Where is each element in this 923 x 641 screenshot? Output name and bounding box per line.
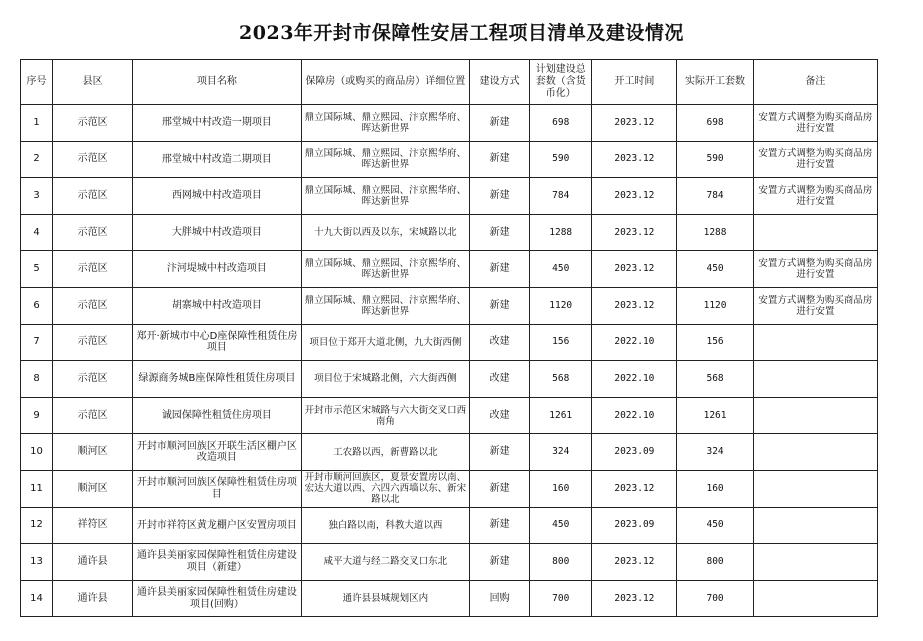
cell-note (753, 324, 877, 361)
cell-actual: 450 (677, 251, 753, 288)
table-row (21, 324, 878, 361)
cell-start: 2022.10 (592, 397, 677, 434)
cell-location: 鼎立国际城、鼎立熙园、汴京熙华府、晖达新世界 (301, 141, 469, 178)
cell-note (753, 434, 877, 471)
cell-name: 邢堂城中村改造二期项目 (133, 141, 301, 178)
table-row (21, 580, 878, 617)
header-seq: 序号 (21, 60, 53, 105)
cell-name: 郑开·新城市中心D座保障性租赁住房项目 (133, 324, 301, 361)
cell-note: 安置方式调整为购买商品房进行安置 (753, 178, 877, 215)
cell-planned: 590 (530, 141, 592, 178)
cell-seq: 13 (21, 544, 53, 581)
cell-note: 安置方式调整为购买商品房进行安置 (753, 141, 877, 178)
cell-district: 示范区 (53, 141, 133, 178)
cell-planned: 156 (530, 324, 592, 361)
table-row (21, 105, 878, 142)
cell-name: 通许县美丽家园保障性租赁住房建设项目(回购） (133, 580, 301, 617)
document-title: 2023年开封市保障性安居工程项目清单及建设情况 (239, 22, 684, 44)
cell-location: 通许县县城规划区内 (301, 580, 469, 617)
table-row (21, 434, 878, 471)
cell-seq: 4 (21, 214, 53, 251)
cell-planned: 800 (530, 544, 592, 581)
cell-name: 通许县美丽家园保障性租赁住房建设项目（新建） (133, 544, 301, 581)
cell-district: 通许县 (53, 580, 133, 617)
cell-planned: 450 (530, 251, 592, 288)
cell-method: 新建 (470, 434, 530, 471)
cell-actual: 1261 (677, 397, 753, 434)
cell-seq: 12 (21, 507, 53, 544)
cell-district: 顺河区 (53, 470, 133, 507)
cell-district: 示范区 (53, 361, 133, 398)
cell-district: 示范区 (53, 324, 133, 361)
cell-district: 顺河区 (53, 434, 133, 471)
cell-note (753, 544, 877, 581)
cell-name: 开封市顺河回族区开联生活区棚户区改造项目 (133, 434, 301, 471)
header-method: 建设方式 (470, 60, 530, 105)
cell-note (753, 470, 877, 507)
cell-seq: 5 (21, 251, 53, 288)
cell-start: 2023.09 (592, 507, 677, 544)
cell-planned: 1261 (530, 397, 592, 434)
cell-method: 新建 (470, 470, 530, 507)
cell-method: 新建 (470, 214, 530, 251)
cell-start: 2023.12 (592, 251, 677, 288)
cell-planned: 784 (530, 178, 592, 215)
table-row (21, 178, 878, 215)
cell-start: 2023.12 (592, 580, 677, 617)
cell-district: 示范区 (53, 287, 133, 324)
cell-note (753, 361, 877, 398)
header-note: 备注 (753, 60, 877, 105)
table-header-row (21, 60, 878, 105)
table-row (21, 361, 878, 398)
cell-actual: 784 (677, 178, 753, 215)
cell-location: 开封市示范区宋城路与六大街交叉口西南角 (301, 397, 469, 434)
header-district: 县区 (53, 60, 133, 105)
cell-name: 汴河堤城中村改造项目 (133, 251, 301, 288)
cell-seq: 6 (21, 287, 53, 324)
cell-method: 新建 (470, 287, 530, 324)
cell-name: 胡寨城中村改造项目 (133, 287, 301, 324)
cell-location: 鼎立国际城、鼎立熙园、汴京熙华府、晖达新世界 (301, 287, 469, 324)
cell-method: 新建 (470, 544, 530, 581)
cell-seq: 10 (21, 434, 53, 471)
cell-actual: 698 (677, 105, 753, 142)
cell-actual: 324 (677, 434, 753, 471)
cell-location: 咸平大道与经二路交叉口东北 (301, 544, 469, 581)
cell-planned: 568 (530, 361, 592, 398)
cell-note (753, 397, 877, 434)
cell-name: 邢堂城中村改造一期项目 (133, 105, 301, 142)
cell-district: 示范区 (53, 105, 133, 142)
header-location: 保障房（或购买的商品房）详细位置 (301, 60, 469, 105)
cell-actual: 450 (677, 507, 753, 544)
cell-planned: 698 (530, 105, 592, 142)
table-row (21, 214, 878, 251)
cell-location: 开封市顺河回族区，夏景安置房以南、宏达大道以西、六四六西墙以东、新宋路以北 (301, 470, 469, 507)
table-row (21, 470, 878, 507)
cell-note: 安置方式调整为购买商品房进行安置 (753, 105, 877, 142)
cell-planned: 700 (530, 580, 592, 617)
cell-note: 安置方式调整为购买商品房进行安置 (753, 287, 877, 324)
cell-method: 改建 (470, 324, 530, 361)
cell-start: 2022.10 (592, 361, 677, 398)
table-row (21, 544, 878, 581)
cell-method: 回购 (470, 580, 530, 617)
cell-planned: 324 (530, 434, 592, 471)
cell-note (753, 507, 877, 544)
cell-planned: 1288 (530, 214, 592, 251)
cell-actual: 160 (677, 470, 753, 507)
header-name: 项目名称 (133, 60, 301, 105)
cell-method: 新建 (470, 251, 530, 288)
cell-planned: 1120 (530, 287, 592, 324)
cell-start: 2023.12 (592, 141, 677, 178)
project-table (20, 59, 878, 617)
cell-start: 2023.12 (592, 214, 677, 251)
cell-method: 改建 (470, 361, 530, 398)
table-row (21, 397, 878, 434)
cell-planned: 450 (530, 507, 592, 544)
cell-location: 鼎立国际城、鼎立熙园、汴京熙华府、晖达新世界 (301, 105, 469, 142)
cell-seq: 8 (21, 361, 53, 398)
cell-method: 新建 (470, 178, 530, 215)
cell-seq: 1 (21, 105, 53, 142)
cell-location: 鼎立国际城、鼎立熙园、汴京熙华府、晖达新世界 (301, 251, 469, 288)
cell-actual: 1120 (677, 287, 753, 324)
header-start: 开工时间 (592, 60, 677, 105)
cell-name: 诚园保障性租赁住房项目 (133, 397, 301, 434)
cell-start: 2023.12 (592, 544, 677, 581)
cell-location: 项目位于宋城路北侧，六大街西侧 (301, 361, 469, 398)
cell-start: 2023.12 (592, 105, 677, 142)
cell-method: 新建 (470, 507, 530, 544)
cell-start: 2022.10 (592, 324, 677, 361)
cell-note (753, 214, 877, 251)
cell-actual: 800 (677, 544, 753, 581)
table-row (21, 507, 878, 544)
table-row (21, 141, 878, 178)
cell-method: 新建 (470, 141, 530, 178)
cell-seq: 7 (21, 324, 53, 361)
cell-district: 祥符区 (53, 507, 133, 544)
cell-district: 示范区 (53, 214, 133, 251)
cell-name: 西网城中村改造项目 (133, 178, 301, 215)
cell-location: 项目位于郑开大道北侧，九大街西侧 (301, 324, 469, 361)
cell-actual: 1288 (677, 214, 753, 251)
cell-location: 十九大街以西及以东，宋城路以北 (301, 214, 469, 251)
cell-location: 工农路以西，新曹路以北 (301, 434, 469, 471)
cell-district: 示范区 (53, 397, 133, 434)
cell-actual: 568 (677, 361, 753, 398)
cell-note: 安置方式调整为购买商品房进行安置 (753, 251, 877, 288)
cell-actual: 590 (677, 141, 753, 178)
cell-start: 2023.09 (592, 434, 677, 471)
cell-planned: 160 (530, 470, 592, 507)
cell-seq: 11 (21, 470, 53, 507)
cell-name: 开封市祥符区黄龙棚户区安置房项目 (133, 507, 301, 544)
cell-start: 2023.12 (592, 178, 677, 215)
cell-location: 鼎立国际城、鼎立熙园、汴京熙华府、晖达新世界 (301, 178, 469, 215)
cell-seq: 14 (21, 580, 53, 617)
cell-start: 2023.12 (592, 287, 677, 324)
cell-name: 大胖城中村改造项目 (133, 214, 301, 251)
cell-seq: 9 (21, 397, 53, 434)
header-actual: 实际开工套数 (677, 60, 753, 105)
cell-actual: 156 (677, 324, 753, 361)
cell-method: 新建 (470, 105, 530, 142)
cell-name: 绿源商务城B座保障性租赁住房项目 (133, 361, 301, 398)
cell-method: 改建 (470, 397, 530, 434)
cell-seq: 2 (21, 141, 53, 178)
cell-district: 示范区 (53, 251, 133, 288)
cell-name: 开封市顺河回族区保障性租赁住房项目 (133, 470, 301, 507)
header-planned: 计划建设总套数（含货币化） (530, 60, 592, 105)
cell-note (753, 580, 877, 617)
cell-district: 通许县 (53, 544, 133, 581)
cell-district: 示范区 (53, 178, 133, 215)
cell-seq: 3 (21, 178, 53, 215)
cell-location: 独白路以南，科教大道以西 (301, 507, 469, 544)
table-row (21, 287, 878, 324)
cell-start: 2023.12 (592, 470, 677, 507)
cell-actual: 700 (677, 580, 753, 617)
table-row (21, 251, 878, 288)
